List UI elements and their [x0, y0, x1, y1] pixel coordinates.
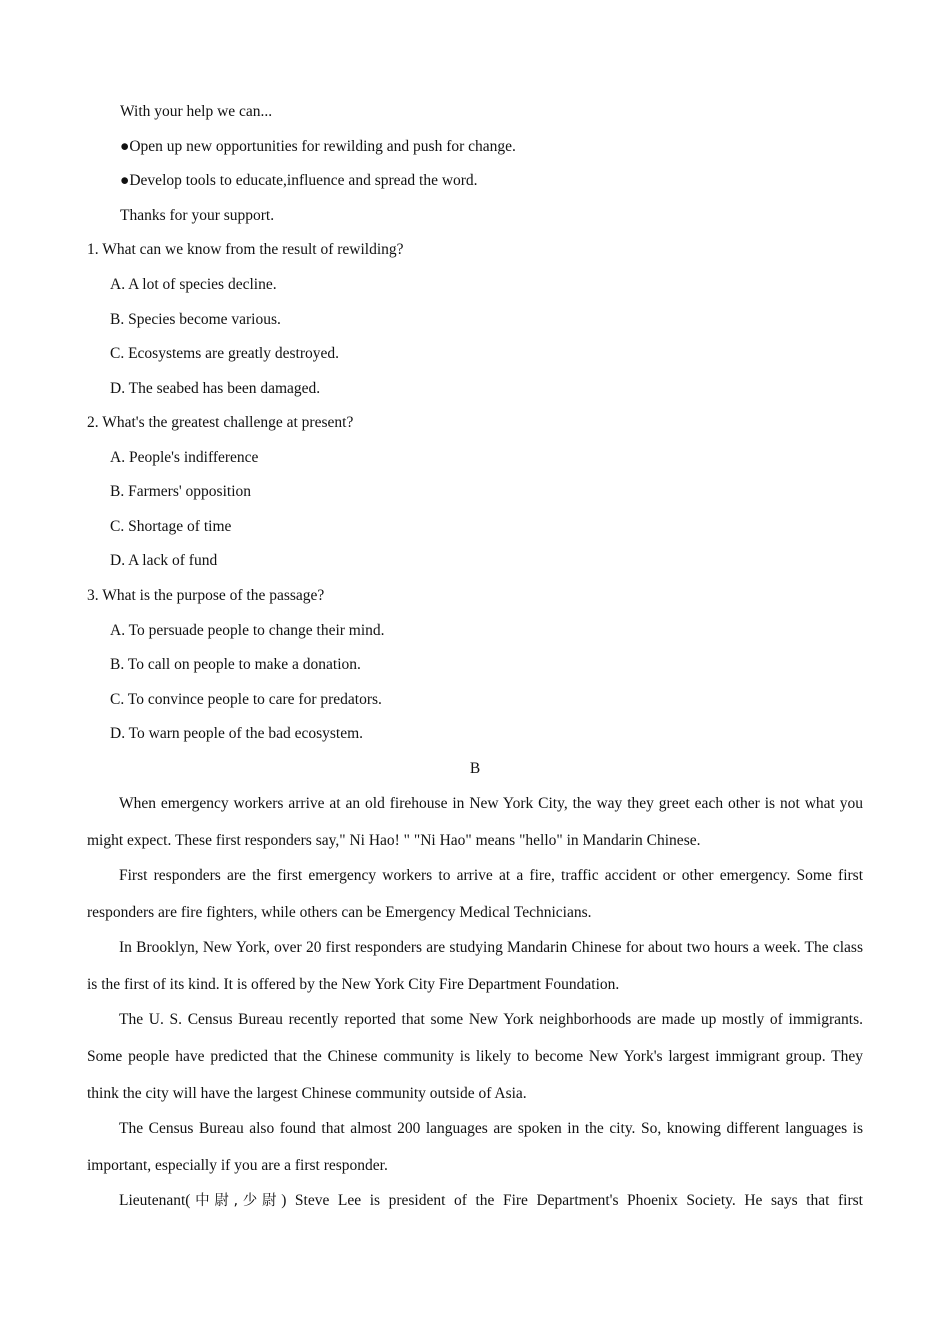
question-1-option-a: A. A lot of species decline.	[110, 276, 277, 293]
chinese-gloss: 中尉,少尉	[190, 1193, 282, 1209]
paragraph-5: The Census Bureau also found that almost 200 languages are spoken in the city. So, knowing different languages is important, especially if you are a first responder.	[87, 1120, 863, 1174]
paragraph-6-end: ) Steve Lee is president of the Fire Department's Phoenix Society. He says that first	[281, 1192, 863, 1209]
paragraph-1: When emergency workers arrive at an old firehouse in New York City, the way they greet each other is not what you might expect. These first responders say," Ni Hao! " "Ni Hao" means "hello" in Mandarin Chinese.	[87, 795, 863, 849]
question-1-option-c: C. Ecosystems are greatly destroyed.	[110, 345, 339, 362]
question-1-option-b: B. Species become various.	[110, 311, 281, 328]
section-heading: B	[469, 760, 481, 777]
question-1: 1. What can we know from the result of rewilding?	[87, 241, 404, 258]
question-2-option-b: B. Farmers' opposition	[110, 483, 251, 500]
intro-bullet-2: ●Develop tools to educate,influence and spread the word.	[120, 172, 478, 189]
paragraph-2: First responders are the first emergency workers to arrive at a fire, traffic accident or other emergency. Some first responders are fire fighters, while others can be Emergency Medical Technicians.	[87, 867, 863, 921]
question-2: 2. What's the greatest challenge at present?	[87, 414, 354, 431]
question-3-option-d: D. To warn people of the bad ecosystem.	[110, 725, 364, 742]
question-2-option-d: D. A lack of fund	[110, 552, 218, 569]
paragraph-3: In Brooklyn, New York, over 20 first responders are studying Mandarin Chinese for about two hours a week. The class is the first of its kind. It is offered by the New York City Fire Department Foundation.	[87, 939, 863, 993]
question-3: 3. What is the purpose of the passage?	[87, 587, 325, 604]
question-1-option-d: D. The seabed has been damaged.	[110, 380, 321, 397]
question-3-option-b: B. To call on people to make a donation.	[110, 656, 361, 673]
question-2-option-a: A. People's indifference	[110, 449, 259, 466]
paragraph-4: The U. S. Census Bureau recently reported that some New York neighborhoods are made up mostly of immigrants. Some people have predicted that the Chinese community is likely to become New York's largest immigrant group. They think the city will have the largest Chinese community outside of Asia.	[87, 1011, 863, 1102]
intro-bullet-1: ●Open up new opportunities for rewilding and push for change.	[120, 138, 516, 155]
question-3-option-c: C. To convince people to care for predators.	[110, 691, 382, 708]
paragraph-6	[87, 1182, 863, 1220]
intro-lead: With your help we can...	[120, 103, 273, 120]
intro-thanks: Thanks for your support.	[120, 207, 275, 224]
paragraph-6-start: Lieutenant(	[119, 1192, 191, 1209]
question-2-option-c: C. Shortage of time	[110, 518, 232, 535]
question-3-option-a: A. To persuade people to change their mind.	[110, 622, 385, 639]
